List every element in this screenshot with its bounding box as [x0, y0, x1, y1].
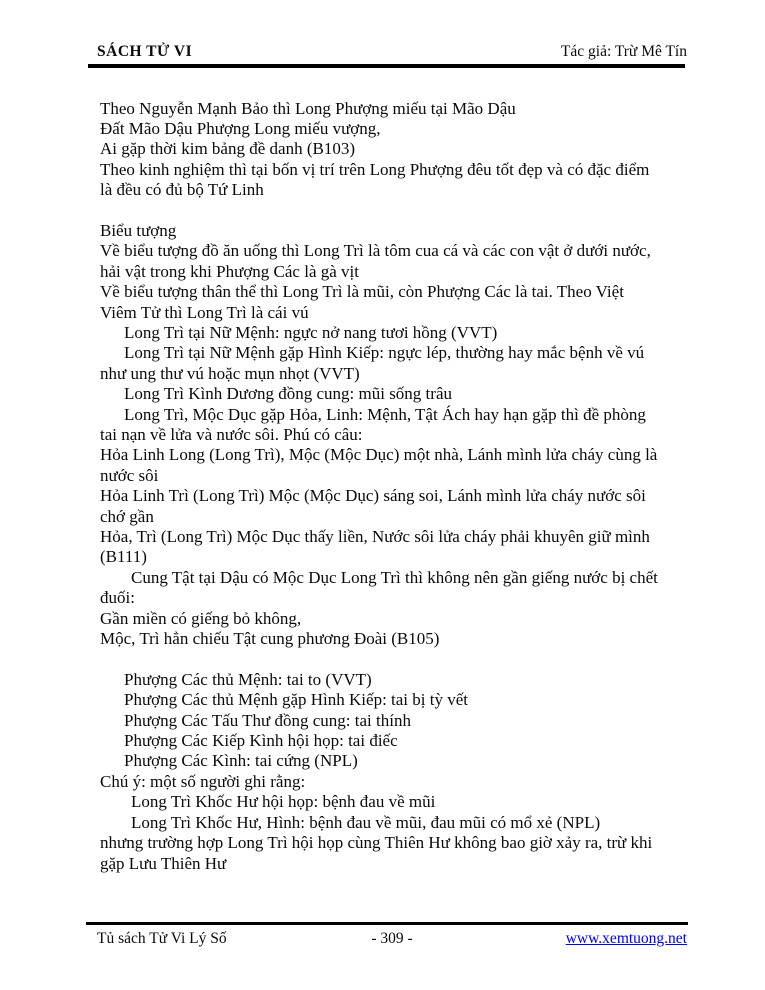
text-line: Cung Tật tại Dậu có Mộc Dục Long Trì thì không nên gần giếng nước bị chết	[131, 567, 658, 587]
text-line: Về biểu tượng thân thể thì Long Trì là mũi, còn Phượng Các là tai. Theo Việt	[100, 282, 624, 302]
page-footer	[97, 929, 687, 948]
text-line: Mộc, Trì hẳn chiếu Tật cung phương Đoài (B105)	[100, 629, 440, 649]
text-line: Phượng Các thủ Mệnh gặp Hình Kiếp: tai bị tỳ vết	[124, 690, 468, 710]
text-line: Theo kinh nghiệm thì tại bốn vị trí trên Long Phượng đêu tốt đẹp và có đặc điểm	[100, 159, 650, 179]
text-line: Đất Mão Dậu Phượng Long miếu vượng,	[100, 118, 381, 138]
text-line: nhưng trường hợp Long Trì hội họp cùng Thiên Hư không bao giờ xảy ra, trừ khi	[100, 833, 653, 853]
text-line: tai nạn về lửa và nước sôi. Phú có câu:	[100, 424, 363, 444]
text-line: Long Trì Khốc Hư hội họp: bệnh đau về mũi	[131, 792, 436, 812]
blank-line	[100, 649, 740, 669]
text-line: hải vật trong khi Phượng Các là gà vịt	[100, 261, 359, 281]
text-line: (B111)	[100, 547, 147, 567]
text-line: Phượng Các thủ Mệnh: tai to (VVT)	[124, 669, 372, 689]
text-line: Biểu tượng	[100, 220, 177, 240]
text-line: nước sôi	[100, 465, 159, 485]
footer-rule	[86, 922, 688, 925]
text-line: Chú ý: một số người ghi rằng:	[100, 771, 306, 791]
text-line: Về biểu tượng đồ ăn uống thì Long Trì là tôm cua cá và các con vật ở dưới nước,	[100, 241, 651, 261]
text-line: Ai gặp thời kim bảng đề danh (B103)	[100, 139, 355, 159]
text-line: Long Trì tại Nữ Mệnh: ngực nở nang tươi hồng (VVT)	[124, 322, 498, 342]
book-title: SÁCH TỬ VI	[97, 43, 193, 60]
footer-page-number: - 309 -	[371, 930, 413, 947]
text-line: đuối:	[100, 588, 135, 608]
text-line: là đều có đủ bộ Tứ Linh	[100, 180, 264, 200]
footer-website-link[interactable]: www.xemtuong.net	[565, 930, 687, 947]
text-line: Theo Nguyễn Mạnh Bảo thì Long Phượng miếu tại Mão Dậu	[100, 98, 516, 118]
text-line: như ung thư vú hoặc mụn nhọt (VVT)	[100, 363, 360, 383]
header-author: Tác giả: Trừ Mê Tín	[560, 43, 687, 60]
text-line: Long Trì tại Nữ Mệnh gặp Hình Kiếp: ngực lép, thường hay mắc bệnh về vú	[124, 343, 645, 363]
body-text	[100, 99, 740, 874]
text-line: gặp Lưu Thiên Hư	[100, 853, 227, 873]
text-line: Hỏa, Trì (Long Trì) Mộc Dục thấy liền, Nước sôi lửa cháy phải khuyên giữ mình	[100, 527, 650, 547]
footer-series-title: Tủ sách Tử Vi Lý Số	[97, 930, 227, 947]
text-line: chớ gần	[100, 506, 154, 526]
text-line: Phượng Các Kiếp Kình hội họp: tai điếc	[124, 731, 398, 751]
text-line: Hỏa Linh Trì (Long Trì) Mộc (Mộc Dục) sáng soi, Lánh mình lửa cháy nước sôi	[100, 486, 646, 506]
text-line: Gần miền có giếng bỏ không,	[100, 608, 302, 628]
header-rule	[88, 64, 685, 68]
blank-line	[100, 201, 740, 221]
text-line: Long Trì, Mộc Dục gặp Hỏa, Linh: Mệnh, Tật Ách hay hạn gặp thì đề phòng	[124, 404, 646, 424]
text-line: Hỏa Linh Long (Long Trì), Mộc (Mộc Dục) một nhà, Lánh mình lửa cháy cùng là	[100, 445, 658, 465]
page-header	[97, 42, 687, 61]
text-line: Phượng Các Kình: tai cứng (NPL)	[124, 751, 358, 771]
text-line: Viêm Tử thì Long Trì là cái vú	[100, 302, 309, 322]
text-line: Phượng Các Tấu Thư đồng cung: tai thính	[124, 710, 411, 730]
text-line: Long Trì Kình Dương đồng cung: mũi sống trâu	[124, 384, 452, 404]
text-line: Long Trì Khốc Hư, Hình: bệnh đau về mũi, đau mũi có mổ xẻ (NPL)	[131, 812, 601, 832]
